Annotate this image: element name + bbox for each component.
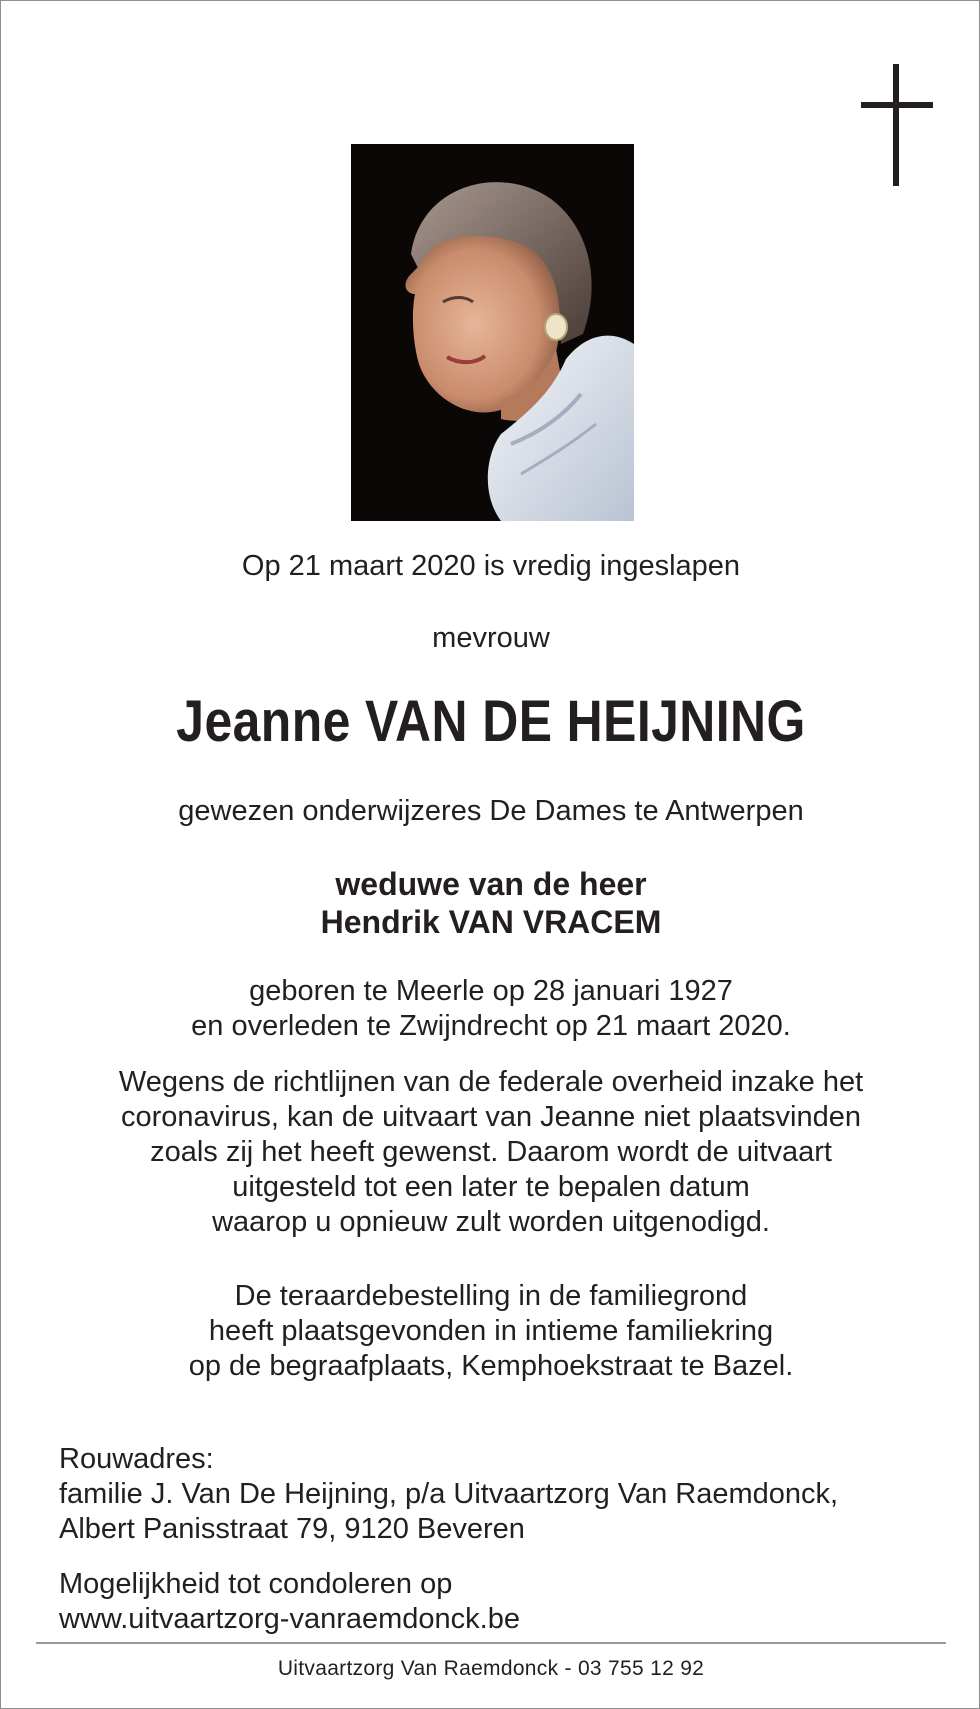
burial-paragraph [1,1279,980,1384]
widow-of [1,865,980,941]
paragraph-line: De teraardebestelling in de familiegrond [234,1280,748,1312]
condolences-text: Mogelijkheid tot condoleren op [59,1568,453,1600]
paragraph-line: op de begraafplaats, Kemphoekstraat te Bazel. [188,1350,794,1382]
funeral-postponed-paragraph [1,1065,980,1240]
paragraph-line: heeft plaatsgevonden in intieme familiekring [208,1315,774,1347]
paragraph-line: waarop u opnieuw zult worden uitgenodigd. [212,1206,770,1238]
birth-death-details [1,974,980,1044]
paragraph-line: zoals zij het heeft gewenst. Daarom wordt de uitvaart [150,1136,832,1168]
death-announcement: Op 21 maart 2020 is vredig ingeslapen [241,550,741,582]
birth-line: geboren te Meerle op 28 januari 1927 [249,975,733,1007]
address-line: familie J. Van De Heijning, p/a Uitvaartzorg Van Raemdonck, [59,1478,839,1510]
address-line: Albert Panisstraat 79, 9120 Beveren [59,1513,525,1545]
widow-line: weduwe van de heer [335,866,647,902]
portrait-photo [351,144,634,521]
footer-divider [36,1642,946,1644]
paragraph-line: coronavirus, kan de uitvaart van Jeanne niet plaatsvinden [121,1101,861,1133]
occupation: gewezen onderwijzeres De Dames te Antwerpen [178,795,804,827]
footer-contact: Uitvaartzorg Van Raemdonck - 03 755 12 92 [277,1657,705,1680]
deceased-name: Jeanne VAN DE HEIJNING [176,689,806,754]
condolences-link[interactable]: www.uitvaartzorg-vanraemdonck.be [59,1603,520,1635]
spouse-name: Hendrik VAN VRACEM [320,904,662,940]
address-heading: Rouwadres: [59,1443,214,1475]
paragraph-line: Wegens de richtlijnen van de federale overheid inzake het [118,1066,864,1098]
honorific: mevrouw [432,622,550,654]
condolences [59,1567,520,1637]
paragraph-line: uitgesteld tot een later te bepalen datum [232,1171,750,1203]
mourning-address [59,1442,838,1547]
cross-icon [861,64,933,186]
death-line: en overleden te Zwijndrecht op 21 maart 2020. [191,1010,791,1042]
